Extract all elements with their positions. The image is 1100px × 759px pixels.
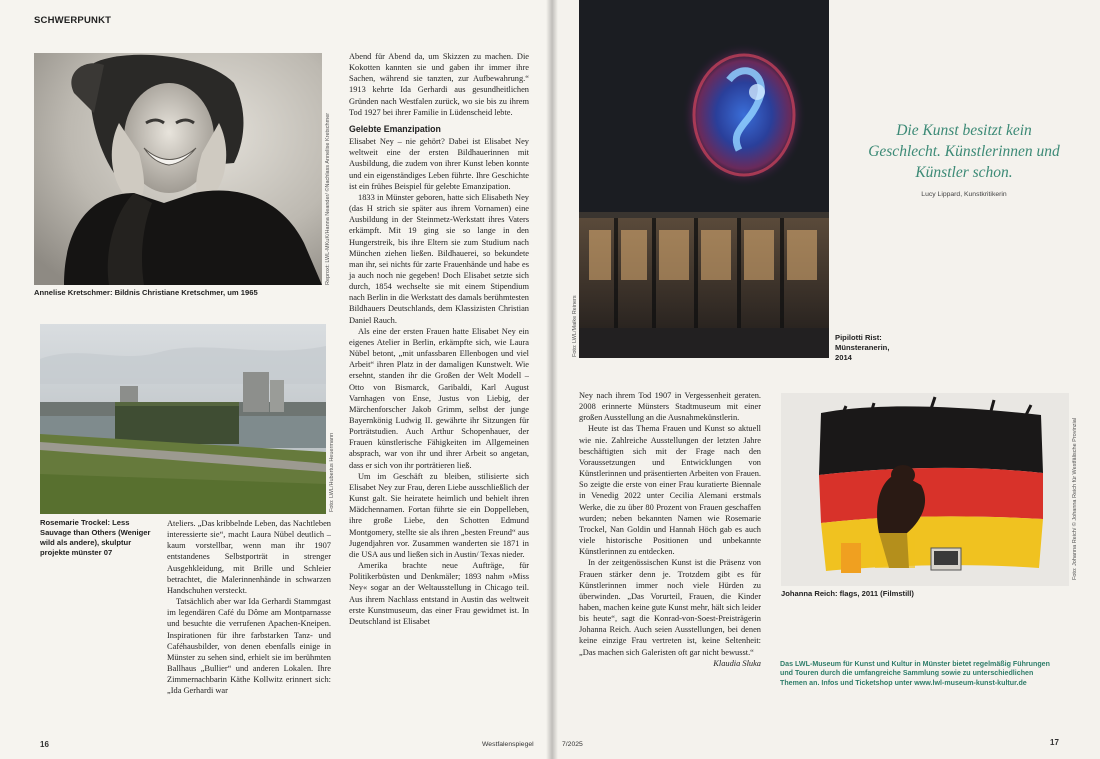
photo-trockel-sculpture [40, 324, 326, 514]
right-page [552, 0, 1100, 759]
article-column-b [349, 51, 529, 627]
paragraph: In der zeitgenössischen Kunst ist die Präsenz von Frauen stärker denn je. Trotzdem gibt es für Künstlerinnen immer noch viele Hürden zu überwinden. „Das Vorurteil, Frauen, die Kinder haben, machen keine gute Kunst mehr, hält sich leider bis heute“, sagt die Konrad-von-Soest-Preisträgerin Johanna Reich. Auch seien Ausstellungen, bei denen keine einzige Frau vertreten ist, keine Seltenheit: „Das machen sich Galeristen oft gar nicht bewusst.“ [579, 558, 761, 657]
photo-reich-caption: Johanna Reich: flags, 2011 (Filmstill) [781, 589, 914, 598]
photo2-credit: Foto: LWL/Hubertus Heuermann [329, 432, 335, 512]
photo1-credit: Reproxt: LWL-MKuK/Hanna Neander/ ©Nachlass Annelise Kretschmer [325, 112, 331, 285]
paragraph: Amerika brachte neue Aufträge, für Politikerbüsten und Denkmäler; 1893 nahm »Miss Ney« sogar an der Weltausstellung in Chicago teil. Aus ihrem Nachlass entstand in Austin das weltweit erste Kunstmuseum, das einer Frau gewidmet ist. In Deutschland ist Elisabet [349, 561, 529, 626]
page-number-left: 16 [40, 740, 49, 749]
photo-rist-caption: Pipilotti Rist: Münsteranerin, 2014 [835, 333, 890, 362]
photo-christiane-kretschmer [34, 53, 322, 285]
pull-quote: Die Kunst besitzt kein Geschlecht. Künstlerinnen und Künstler schon. [868, 122, 1060, 181]
photo-pipilotti-rist [579, 0, 829, 358]
photo-rist-credit: Foto: LWL/Maike Reiners [572, 295, 578, 357]
quote-author: Lucy Lippard, Kunstkritikerin [921, 191, 1007, 198]
paragraph: Ateliers. „Das kribbelnde Leben, das Nachtleben interessierte sie“, macht Laura Nübel deutlich – kaum vorstellbar, wenn man ihr 1907 entstandenes Selbstporträt in strenger Ausgehkleidung, mit Brille und Schleier betrachtet, die Malerinnenhände in schwarzen Handschuhen versteckt. [167, 519, 331, 595]
museum-info-box: Das LWL-Museum für Kunst und Kultur in Münster bietet regelmäßig Führungen und Touren durch die umfangreiche Sammlung sowie zu unterschiedlichen Themen an. Infos und Ticketshop unter www.lwl-museum-kunst-kultur.de [780, 660, 1050, 687]
flag-painting-image [781, 393, 1069, 586]
article-column-a [167, 518, 331, 697]
subheading: Gelebte Emanzipation [349, 123, 441, 134]
author-signature: Klaudia Sluka [713, 658, 761, 668]
section-label: SCHWERPUNKT [34, 15, 112, 26]
page-number-right: 17 [1050, 738, 1059, 747]
photo1-caption: Annelise Kretschmer: Bildnis Christiane Kretschmer, um 1965 [34, 288, 258, 297]
paragraph: Als eine der ersten Frauen hatte Elisabet Ney ein eigenes Atelier in Berlin, erkämpfte sich, wie Laura Nübel betont, „mit unfassbaren Ellenbogen und viel Arbeit“ ihren Platz in der damaligen Kunstwelt. Wie ersehnt, standen ihr die Großen der Welt Modell – Otto von Bismarck, Garibaldi, Karl August Varnhagen von Ense, Justus von Liebig, der Märchenforscher Jakob Grimm, selbst der junge Bayernkönig Ludwig II. gewährte ihr Sitzungen für Porträtstudien. Auch Arthur Schopenhauer, der Frauen künstlerische Fähigkeiten im Allgemeinen absprach, war von ihr und ihrer Arbeit so angetan, dass er sich von ihr porträtieren ließ. [349, 326, 529, 470]
paragraph: Um im Geschäft zu bleiben, stilisierte sich Elisabet Ney zur Frau, deren Liebe ausschließlich der Kunst galt. Sie heiratete heimlich und behielt ihren Mädchennamen. Fortan führte sie ein Doppelleben, ihre große Liebe, den Schotten Edmund Montgomery, stellte sie als ihren „besten Freund“ aus Jugendjahren vor. Zusammen wanderten sie 1871 in die USA aus und ließen sich in Austin/ Texas nieder. [349, 471, 529, 559]
book-gutter [546, 0, 558, 759]
paragraph: Heute ist das Thema Frauen und Kunst so aktuell wie nie. Zahlreiche Ausstellungen der letzten Jahre beschäftigten sich mit der Frage nach den Voraussetzungen und Entwicklungen von Künstlerinnen und präsentierten Arbeiten von Frauen. So zeigte die erste von einer Frau kuratierte Biennale in Venedig 2022 unter Cecilia Alemani erstmals Werke, die zu über 80 Prozent von Frauen geschaffen wurden; neben bekannten Namen wie Rosemarie Trockel, Nan Goldin und Hannah Höch gab es auch viele historische Positionen und unbekannte Künstlerinnen zu entdecken. [579, 424, 761, 557]
article-column-c [579, 390, 761, 669]
paragraph: Elisabet Ney – nie gehört? Dabei ist Elisabet Ney weltweit eine der ersten Bildhauerinnen mit Ausbildung, die zudem von ihrer Kunst leben konnte und ein eigenständiges Leben führte. Ihre Geschichte ist ein frühes Beispiel für gelebte Emanzipation. [349, 137, 529, 191]
magazine-name: Westfalenspiegel [482, 741, 534, 748]
paragraph: Ney nach ihrem Tod 1907 in Vergessenheit geraten. 2008 erinnerte Münsters Stadtmuseum mit einer großen Ausstellung an die Ausnahmekünstlerin. [579, 391, 761, 423]
night-facade-image [579, 0, 829, 358]
paragraph: Abend für Abend da, um Skizzen zu machen. Die Kokotten kannten sie und gaben ihr immer ihre Sachen, während sie tanzten, zur Aufbewahrung.“ 1913 kehrte Ida Gerhardi aus gesundheitlichen Gründen nach Westfalen zurück, wo sie bis zu ihrem Tod 1927 bei ihrer Familie in Lüdenscheid lebte. [349, 52, 529, 117]
portrait-image [34, 53, 322, 285]
photo-reich-credit: Foto: Johanna Reich/ © Johanna Reich für Westfälische Provinzial [1072, 417, 1078, 580]
photo2-caption: Rosemarie Trockel: Less Sauvage than Others (Weniger wild als andere), skulptur projekte münster 07 [40, 518, 151, 557]
paragraph: Tatsächlich aber war Ida Gerhardi Stammgast im legendären Café du Dôme am Montparnasse und besuchte die verrufenen Apachen-Kneipen. Inspirationen für ihre farbstarken Tanz- und Caféhausbilder, von denen ebenfalls einige in Münster zu sehen sind, erhielt sie im berühmten Ballhaus „Bullier“ und anderen Lokalen. Ihre Zimmernachbarin Käthe Kollwitz erinnert sich: „Ida Gerhardi war [167, 597, 331, 696]
landscape-image [40, 324, 326, 514]
issue-number: 7/2025 [562, 741, 583, 748]
paragraph: 1833 in Münster geboren, hatte sich Elisabeth Ney (das H strich sie später aus ihrem Vornamen) eine Ausbildung in der Steinmetz-Werkstatt ihres Vaters erkämpft. Mit 19 ging sie so lange in den Hungerstreik, bis ihre Eltern sie zum Studium nach München ziehen ließen. Bildhauerei, so bekundete man ihr, sei nichts für zarte Frauenhände und habe es ja auch noch nie gegeben! Doch Elisabet setzte sich durch, 1854 wechselte sie mit einem Stipendium nach Berlin in die Werkstatt des damals berühmtesten Bildhauers Deutschlands, dem Klassizisten Christian Daniel Rauch. [349, 192, 529, 325]
photo-johanna-reich-flags [781, 393, 1069, 586]
